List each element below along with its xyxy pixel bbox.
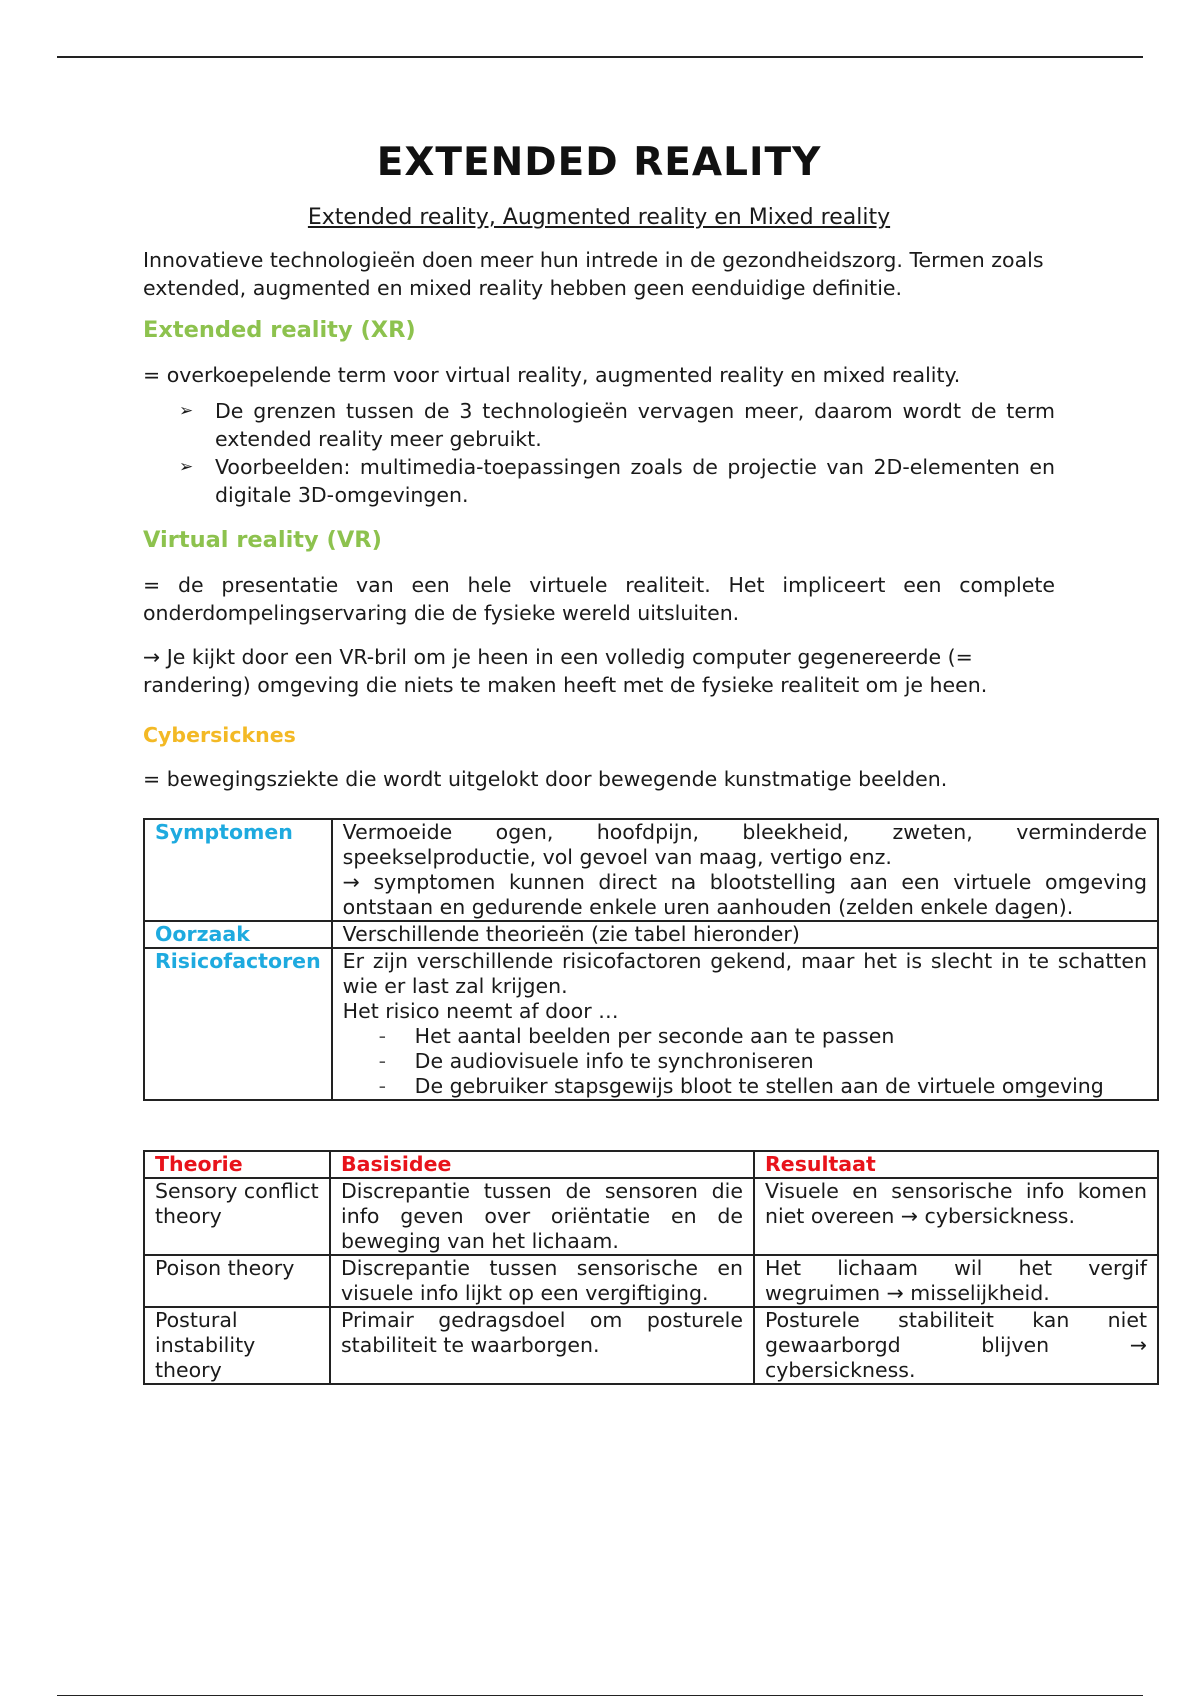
risk-list [343,1024,1147,1099]
dash-bullet-icon: - [378,1049,387,1073]
vr-definition: = de presentatie van een hele virtuele realiteit. Het impliceert een complete onderdompelingservaring die de fysieke wereld uitsluiten. [143,573,1055,625]
vr-arrow-note: → Je kijkt door een VR-bril om je heen in een volledig computer gegenereerde (= randering) omgeving die niets te maken heeft met de fysieke realiteit om je heen. [143,645,988,697]
page-title: EXTENDED REALITY [376,140,822,185]
theory-cell: Sensory conflict theory [144,1178,330,1255]
footer-rule [57,1695,1143,1696]
xr-heading: Extended reality (XR) [143,317,416,343]
table-row [144,921,1158,948]
cybersickness-table [143,818,1159,1101]
table-header-row [144,1151,1158,1178]
page-subtitle: Extended reality, Augmented reality en Mixed reality [307,205,891,230]
result-cell: Visuele en sensorische info komen niet overeen → cybersickness. [754,1178,1158,1255]
list-item: ➢ De grenzen tussen de 3 technologieën vervagen meer, daarom wordt de term extended reality meer gebruikt. [179,399,1055,451]
cause-label: Oorzaak [144,921,332,948]
dash-bullet-icon: - [378,1074,387,1098]
cybersickness-heading: Cybersicknes [143,723,296,747]
theory-cell: Poison theory [144,1255,330,1307]
idea-cell: Discrepantie tussen de sensoren die info geven over oriëntatie en de beweging van het lichaam. [330,1178,754,1255]
header-rule [57,56,1143,58]
header-result: Resultaat [754,1151,1158,1178]
table-row [144,1255,1158,1307]
symptoms-cell: Vermoeide ogen, hoofdpijn, bleekheid, zweten, verminderde speekselproductie, vol gevoel van maag, vertigo enz. → symptomen kunnen direct na blootstelling aan een virtuele omgeving ontstaan en gedurende enkele uren aanhouden (zelden enkele dagen). [332,819,1158,921]
result-cell: Het lichaam wil het vergif wegruimen → misselijkheid. [754,1255,1158,1307]
risk-label: Risicofactoren [144,948,332,1100]
intro-paragraph: Innovatieve technologieën doen meer hun intrede in de gezondheidszorg. Termen zoals extended, augmented en mixed reality hebben geen eenduidige definitie. [143,248,1044,300]
xr-bullet-list [143,397,1055,509]
theory-cell: Postural instability theory [144,1307,330,1384]
cause-cell: Verschillende theorieën (zie tabel hieronder) [332,921,1158,948]
result-cell: Posturele stabiliteit kan niet gewaarborgd blijven → cybersickness. [754,1307,1158,1384]
table-row [144,1307,1158,1384]
list-item: - De gebruiker stapsgewijs bloot te stellen aan de virtuele omgeving [378,1074,1104,1098]
cybersickness-definition: = bewegingsziekte die wordt uitgelokt door bewegende kunstmatige beelden. [143,767,948,791]
idea-cell: Discrepantie tussen sensorische en visuele info lijkt op een vergiftiging. [330,1255,754,1307]
risk-cell: Er zijn verschillende risicofactoren gekend, maar het is slecht in te schatten wie er last zal krijgen. Het risico neemt af door … - Het aantal beelden per seconde aan te passen - De audiovisuele info te synchroniseren - De gebruiker stapsgewijs bloot te stellen aan de virtuele omgeving [332,948,1158,1100]
idea-cell: Primair gedragsdoel om posturele stabiliteit te waarborgen. [330,1307,754,1384]
xr-definition: = overkoepelende term voor virtual reality, augmented reality en mixed reality. [143,363,961,387]
arrow-bullet-icon: ➢ [179,457,194,477]
header-theory: Theorie [144,1151,330,1178]
table-row [144,819,1158,921]
table-row [144,1178,1158,1255]
document-page [143,140,1147,1382]
dash-bullet-icon: - [378,1024,387,1048]
list-item: - Het aantal beelden per seconde aan te passen [378,1024,895,1048]
theory-table [143,1150,1159,1385]
list-item: - De audiovisuele info te synchroniseren [378,1049,814,1073]
symptoms-label: Symptomen [144,819,332,921]
table-row [144,948,1158,1100]
vr-heading: Virtual reality (VR) [143,527,382,553]
list-item: ➢ Voorbeelden: multimedia-toepassingen zoals de projectie van 2D-elementen en digitale 3D-omgevingen. [179,455,1055,507]
arrow-bullet-icon: ➢ [179,401,194,421]
header-basic-idea: Basisidee [330,1151,754,1178]
